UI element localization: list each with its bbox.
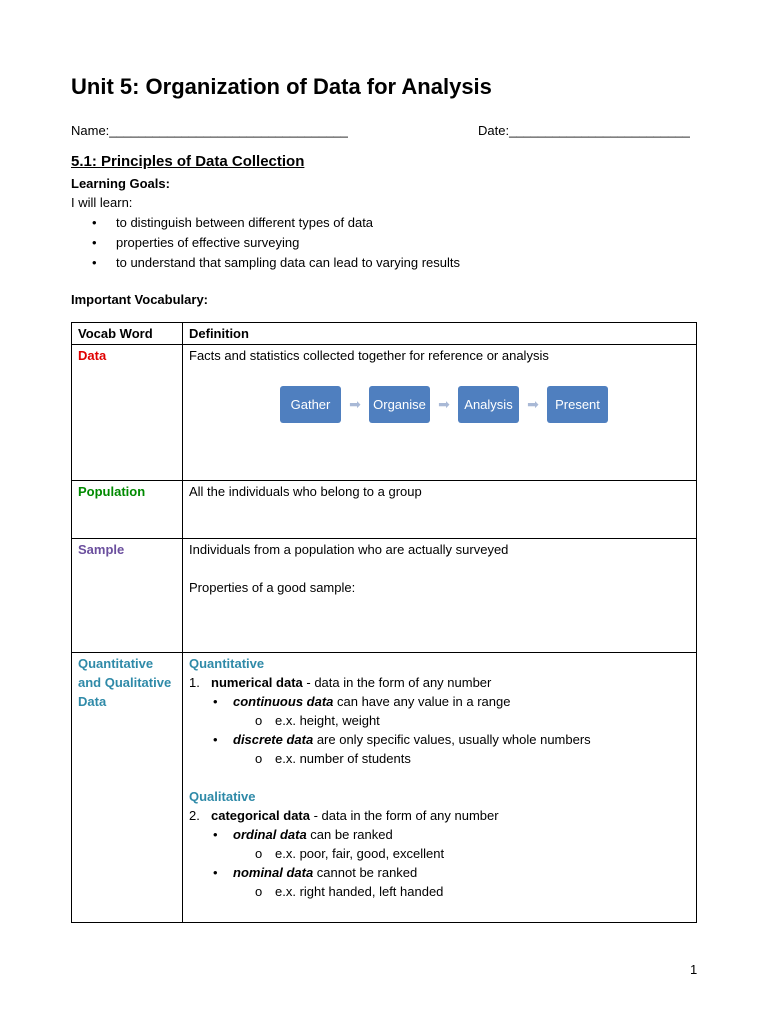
name-field[interactable]: Name:_________________________________ xyxy=(71,123,348,138)
col-header-definition: Definition xyxy=(183,323,697,345)
goal-item: • properties of effective surveying xyxy=(92,235,300,250)
vocab-quantitative-qualitative: Quantitative and Qualitative Data xyxy=(78,656,172,709)
flow-step-gather: Gather xyxy=(280,386,341,423)
goal-item: • to distinguish between different types of data xyxy=(92,215,374,230)
arrow-right-icon: ➡ xyxy=(527,396,539,412)
data-process-flow xyxy=(280,386,690,423)
date-field[interactable]: Date:_________________________ xyxy=(478,123,690,138)
quantitative-heading: Quantitative xyxy=(189,656,265,671)
learning-goals-label: Learning Goals: xyxy=(71,176,170,191)
continuous-data-line: • continuous data can have any value in a range xyxy=(213,694,511,709)
arrow-right-icon: ➡ xyxy=(349,396,361,412)
flow-step-present: Present xyxy=(547,386,608,423)
col-header-vocab: Vocab Word xyxy=(72,323,183,345)
vocab-table xyxy=(71,322,697,923)
discrete-example: o e.x. number of students xyxy=(255,751,411,766)
table-row xyxy=(72,481,697,539)
section-heading: 5.1: Principles of Data Collection xyxy=(71,153,305,170)
sample-definition: Individuals from a population who are actually surveyed xyxy=(189,542,509,557)
ordinal-example: o e.x. poor, fair, good, excellent xyxy=(255,846,445,861)
continuous-example: o e.x. height, weight xyxy=(255,713,380,728)
discrete-data-line: • discrete data are only specific values, usually whole numbers xyxy=(213,732,591,747)
qualitative-heading: Qualitative xyxy=(189,789,256,804)
vocab-heading: Important Vocabulary: xyxy=(71,292,209,307)
flow-step-organise: Organise xyxy=(369,386,430,423)
data-definition: Facts and statistics collected together for reference or analysis xyxy=(189,348,549,363)
table-row xyxy=(72,539,697,653)
page-number: 1 xyxy=(690,962,698,977)
ordinal-data-line: • ordinal data can be ranked xyxy=(213,827,393,842)
numerical-data-line: 1. numerical data - data in the form of any number xyxy=(189,675,492,690)
table-row xyxy=(72,345,697,481)
table-row xyxy=(72,653,697,923)
nominal-data-line: • nominal data cannot be ranked xyxy=(213,865,418,880)
table-header-row xyxy=(72,323,697,345)
population-definition: All the individuals who belong to a group xyxy=(189,484,422,499)
page-title: Unit 5: Organization of Data for Analysis xyxy=(71,74,492,99)
goal-item: • to understand that sampling data can lead to varying results xyxy=(92,255,460,270)
i-will-learn: I will learn: xyxy=(71,195,133,210)
arrow-right-icon: ➡ xyxy=(438,396,450,412)
vocab-data: Data xyxy=(78,348,107,363)
sample-properties-prompt: Properties of a good sample: xyxy=(189,580,356,595)
nominal-example: o e.x. right handed, left handed xyxy=(255,884,444,899)
vocab-sample: Sample xyxy=(78,542,125,557)
flow-step-analysis: Analysis xyxy=(458,386,519,423)
categorical-data-line: 2. categorical data - data in the form of any number xyxy=(189,808,499,823)
vocab-population: Population xyxy=(78,484,146,499)
